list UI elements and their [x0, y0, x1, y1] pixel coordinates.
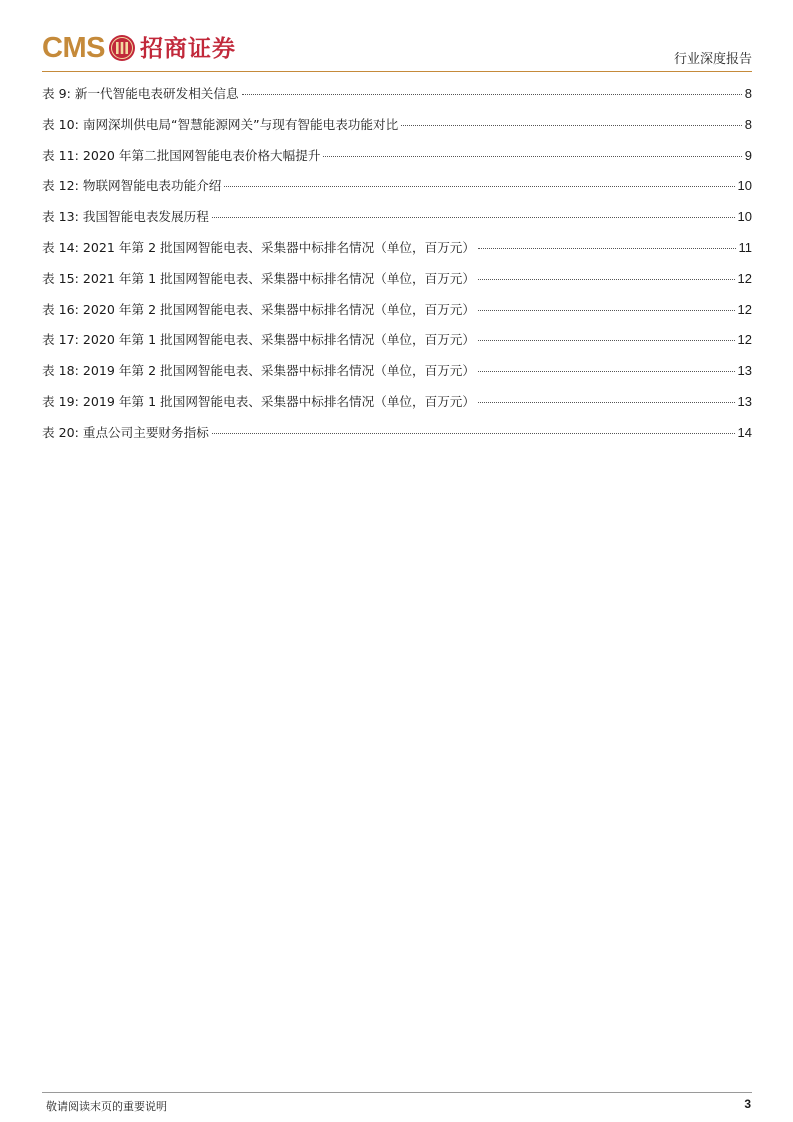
toc-entry-page: 10 — [737, 178, 752, 194]
report-type-label: 行业深度报告 — [673, 52, 752, 67]
toc-entry[interactable] — [42, 302, 752, 333]
page-header — [42, 26, 752, 72]
toc-dot-leader — [242, 94, 742, 95]
table-of-contents — [42, 86, 752, 456]
toc-dot-leader — [401, 125, 742, 126]
toc-entry-title: 表 19: 2019 年第 1 批国网智能电表、采集器中标排名情况（单位，百万元） — [42, 393, 475, 409]
toc-entry-title: 表 10: 南网深圳供电局“智慧能源网关”与现有智能电表功能对比 — [42, 116, 399, 132]
toc-dot-leader — [478, 310, 735, 311]
toc-entry-page: 12 — [737, 270, 752, 286]
toc-dot-leader — [478, 402, 735, 403]
logo-chinese-text: 招商证券 — [139, 34, 236, 62]
toc-entry[interactable] — [42, 394, 752, 425]
toc-entry-page: 14 — [737, 424, 752, 440]
footer-divider — [42, 1092, 752, 1093]
toc-dot-leader — [478, 279, 735, 280]
logo-latin-text: CMS — [42, 31, 105, 64]
disclaimer-note: 敬请阅读末页的重要说明 — [46, 1100, 167, 1113]
toc-entry-page: 8 — [744, 116, 752, 132]
toc-entry-title: 表 20: 重点公司主要财务指标 — [42, 424, 209, 440]
toc-entry-title: 表 17: 2020 年第 1 批国网智能电表、采集器中标排名情况（单位，百万元） — [42, 332, 475, 348]
toc-entry[interactable] — [42, 148, 752, 179]
toc-entry[interactable] — [42, 178, 752, 209]
toc-entry[interactable] — [42, 425, 752, 456]
toc-entry-page: 9 — [744, 147, 752, 163]
toc-entry-title: 表 9: 新一代智能电表研发相关信息 — [42, 86, 239, 101]
header-divider — [42, 71, 752, 72]
toc-entry-page: 8 — [744, 86, 752, 101]
toc-entry-title: 表 13: 我国智能电表发展历程 — [42, 209, 209, 225]
page-number: 3 — [744, 1097, 751, 1111]
toc-dot-leader — [478, 248, 736, 249]
toc-entry-title: 表 18: 2019 年第 2 批国网智能电表、采集器中标排名情况（单位，百万元） — [42, 363, 475, 379]
logo-seal-icon — [108, 34, 136, 62]
toc-dot-leader — [478, 371, 735, 372]
toc-entry-title: 表 12: 物联网智能电表功能介绍 — [42, 178, 222, 194]
toc-entry-page: 12 — [737, 332, 752, 348]
toc-dot-leader — [212, 433, 735, 434]
toc-entry-page: 13 — [737, 363, 752, 379]
toc-entry[interactable] — [42, 363, 752, 394]
toc-entry-title: 表 11: 2020 年第二批国网智能电表价格大幅提升 — [42, 147, 321, 163]
toc-entry-title: 表 16: 2020 年第 2 批国网智能电表、采集器中标排名情况（单位，百万元） — [42, 301, 475, 317]
toc-dot-leader — [212, 217, 735, 218]
toc-entry-title: 表 15: 2021 年第 1 批国网智能电表、采集器中标排名情况（单位，百万元） — [42, 270, 475, 286]
toc-dot-leader — [323, 156, 741, 157]
toc-entry-page: 12 — [737, 301, 752, 317]
toc-entry-page: 11 — [738, 239, 752, 255]
toc-dot-leader — [478, 340, 735, 341]
toc-entry-page: 13 — [737, 393, 752, 409]
toc-entry[interactable] — [42, 117, 752, 148]
toc-dot-leader — [224, 186, 734, 187]
toc-entry[interactable] — [42, 209, 752, 240]
toc-entry[interactable] — [42, 271, 752, 302]
toc-entry[interactable] — [42, 240, 752, 271]
toc-entry-title: 表 14: 2021 年第 2 批国网智能电表、采集器中标排名情况（单位，百万元） — [42, 239, 475, 255]
toc-entry[interactable] — [42, 86, 752, 117]
toc-entry[interactable] — [42, 332, 752, 363]
cms-logo — [42, 30, 236, 66]
toc-entry-page: 10 — [737, 209, 752, 225]
